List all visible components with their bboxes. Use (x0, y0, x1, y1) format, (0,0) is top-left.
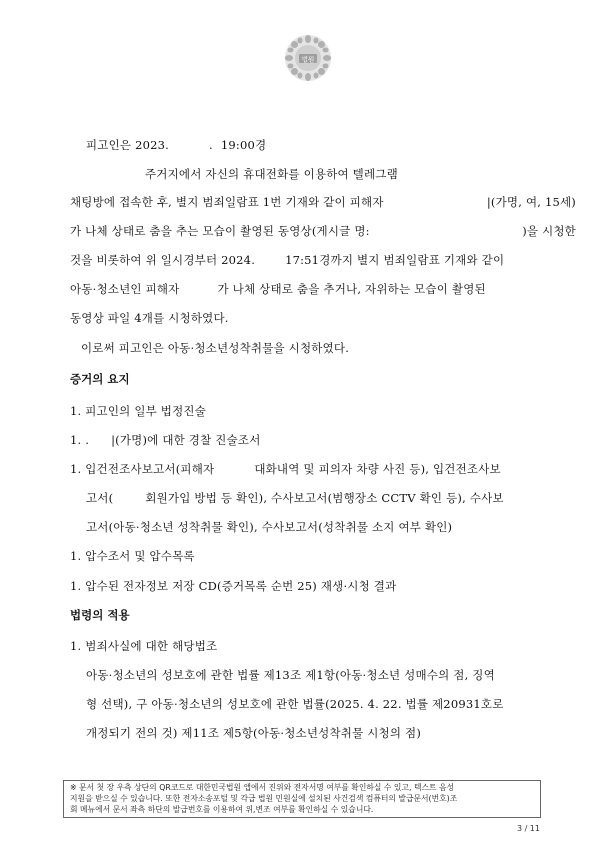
footer-notice-box (63, 780, 541, 818)
evidence-item: 1. 압수된 전자정보 저장 CD(증거목록 순번 25) 재생·시청 결과 (70, 579, 397, 593)
law-text-line: 아동·청소년의 성보호에 관한 법률 제13조 제1항(아동·청소년 성매수의 점, 징역 (86, 668, 495, 682)
page-number: 3 / 11 (516, 824, 540, 833)
text-line (70, 282, 486, 296)
court-emblem-icon (283, 33, 333, 83)
text-segment: 가 나체 상태로 춤을 추거나, 자위하는 모습이 촬영된 (217, 282, 486, 296)
evidence-item: 1. 피고인의 일부 법정진술 (70, 404, 207, 418)
text-segment: 대화내역 및 피의자 차량 사진 등), 입건전조사보 (254, 462, 501, 476)
footer-notice-line: 회 메뉴에서 문서 좌측 하단의 발급번호를 이용하여 위,변조 여부를 확인하실 수 있습니다. (70, 805, 374, 814)
evidence-item: 1. 압수조서 및 압수목록 (70, 549, 195, 563)
text-segment: 가 나체 상태로 춤을 추는 모습이 촬영된 동영상(게시글 명: (70, 224, 370, 238)
section-heading: 법령의 적용 (70, 608, 130, 622)
evidence-item (70, 462, 501, 476)
text-segment: 채팅방에 접속한 후, 별지 범죄일람표 1번 기재와 같이 피해자 (70, 195, 384, 209)
text-segment: 1. . (70, 433, 90, 447)
text-segment: 1. 입건전조사보고서(피해자 (70, 462, 215, 476)
law-item: 1. 범죄사실에 대한 해당법조 (70, 639, 218, 653)
text-segment: 19:00경 (220, 138, 267, 152)
text-line (70, 224, 576, 238)
emblem-text: 법원 (301, 55, 315, 64)
text-line: 동영상 파일 4개를 시청하였다. (70, 311, 229, 325)
text-line (70, 253, 504, 267)
section-heading: 증거의 요지 (70, 372, 130, 386)
text-line: 이로써 피고인은 아동·청소년성착취물을 시청하였다. (81, 341, 350, 355)
evidence-item-cont: 고서(아동·청소년 성착취물 확인), 수사보고서(성착취물 소지 여부 확인) (86, 520, 453, 534)
text-segment: 것을 비롯하여 위 일시경부터 2024. (70, 253, 256, 267)
text-segment: )을 시청한 (522, 224, 576, 238)
text-line: 주거지에서 자신의 휴대전화를 이용하여 텔레그램 (145, 167, 398, 181)
evidence-item (70, 433, 261, 447)
text-line (86, 138, 266, 152)
law-text-line: 개정되기 전의 것) 제11조 제5항(아동·청소년성착취물 시청의 점) (86, 726, 422, 740)
footer-notice-line: ※ 문서 첫 장 우측 상단의 QR코드로 대한민국법원 앱에서 진위와 전자서명 여부를 확인하실 수 있고, 텍스트 음성 (70, 783, 455, 792)
text-segment: . (209, 138, 213, 152)
footer-notice-line: 지원을 받으실 수 있습니다. 또한 전자소송포털 및 각급 법원 민원실에 설치된 사건검색 컴퓨터의 발급문서(번호)조 (70, 794, 458, 803)
text-segment: 고서( (86, 491, 114, 505)
law-text-line: 형 선택), 구 아동·청소년의 성보호에 관한 법률(2025. 4. 22. 법률 제20931호로 (86, 697, 504, 711)
text-segment: |(가명, 여, 15세) (486, 195, 576, 209)
text-segment: 아동·청소년인 피해자 (70, 282, 180, 296)
text-segment: 피고인은 2023. (86, 138, 170, 152)
evidence-item-cont (86, 491, 504, 505)
text-line (70, 195, 576, 209)
text-segment: 17:51경까지 별지 범죄일람표 기재와 같이 (285, 253, 505, 267)
text-segment: 회원가입 방법 등 확인), 수사보고서(범행장소 CCTV 확인 등), 수사보 (145, 491, 504, 505)
text-segment: |(가명)에 대한 경찰 진술조서 (111, 433, 261, 447)
